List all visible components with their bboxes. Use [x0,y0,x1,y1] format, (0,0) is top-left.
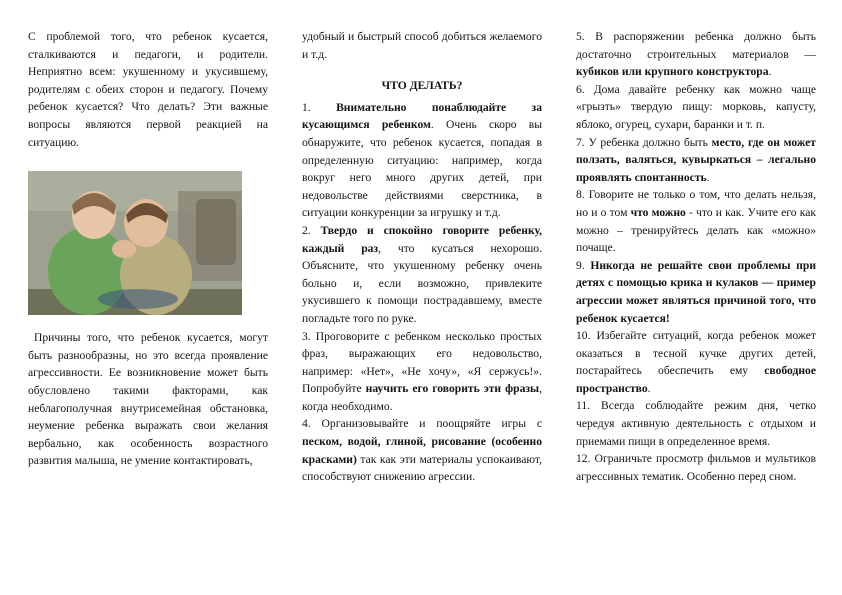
column-right [576,0,816,485]
continuation-paragraph: удобный и быстрый способ добиться желаемого и т.д. [302,30,542,61]
tip-8 [576,186,816,256]
tip-10-text: 10. Избегайте ситуаций, когда ребенок может оказаться в тесной кучке других детей, постарайтесь обеспечить ему [576,329,816,378]
tip-10-tail: . [647,381,651,395]
tip-9-number: 9. [576,258,591,272]
tip-10-emphasis: свободное пространство [576,364,816,395]
tip-8-text: 8. Говорите не только о том, что делать нельзя, но и о том [576,188,816,219]
tip-1-emphasis: Внимательно понаблюдайте за кусающимся ребенком [302,100,542,132]
tip-2-emphasis: Твердо и спокойно говорите ребенку, каждый раз [302,223,542,255]
tip-7-text: 7. У ребенка должно быть [576,135,712,149]
children-photo-illustration [28,171,242,315]
tip-3 [302,328,542,416]
tip-7-emphasis: место, где он может ползать, валяться, кувыркаться – легально проявлять спонтанность [576,135,816,184]
tip-3-text: 3. Проговорите с ребенком несколько простых фраз, выражающих его недовольство, например: «Нет», «Не хочу», «Я сержусь!». Попробуйте [302,329,542,396]
tip-2 [302,222,542,328]
tip-2-text: , что кусаться нехорошо. Объясните, что укушенному ребенку очень больно и, если возможно, привлеките укусившего к помощи пострадавшему, вместе погладьте того по руке. [302,241,543,325]
tip-9 [576,257,816,327]
tip-5 [576,28,816,81]
tip-8-emphasis: что можно [630,205,686,219]
tip-9-emphasis: Никогда не решайте свои проблемы при детях с помощью крика и кулаков — пример агрессии может являться причиной того, что ребенок кусается! [576,258,816,325]
tip-11: 11. Всегда соблюдайте режим дня, четко чередуя активную деятельность с отдыхом и приемами пищи в определенное время. [576,399,816,448]
tip-12: 12. Ограничьте просмотр фильмов и мультиков агрессивных тематик. Особенно перед сном. [576,452,816,483]
intro-paragraph: С проблемой того, что ребенок кусается, сталкиваются и педагоги, и родители. Неприятно всем: укушенному и укусившему, родителям с обеих сторон и педагогу. Почему ребенок кусается? Что делать? Эти важные вопросы являются первой реакцией на ситуацию. [28,30,268,149]
tip-5-tail: . [768,65,772,79]
tip-6: 6. Дома давайте ребенку как можно чаще «грызть» твердую пищу: морковь, капусту, яблоко, огурец, сухари, баранки и т. п. [576,82,816,131]
tip-3-emphasis: научить его говорить эти фразы [365,382,540,396]
tip-4 [302,415,542,485]
tip-3-tail: , когда необходимо. [302,382,542,413]
causes-paragraph: Причины того, что ребенок кусается, могут быть разнообразны, но это всегда проявление агрессивности. Ее возникновение может быть обусловлено такими факторами, как неблагополучная внутрисемейная обстановка, неумение ребенка выражать свои желания вербально, как особенность возрастного развития малыша, не умение контактировать, [28,331,268,468]
tip-2-number: 2. [302,223,321,237]
tip-4-emphasis: песком, водой, глиной, рисование (особенно красками) [302,435,542,466]
tip-8-tail: - что и как. Учите его как можно – тренируйтесь делать как «можно» почаще. [576,205,816,255]
tip-5-emphasis: кубиков или крупного конструктора [576,65,769,79]
tip-10 [576,327,816,397]
column-left [28,0,268,470]
section-heading: ЧТО ДЕЛАТЬ? [381,79,463,93]
tip-1-number: 1. [302,100,337,114]
tip-5-text: 5. В распоряжении ребенка должно быть достаточно строительных материалов — [576,30,816,61]
tip-7-tail: . [706,170,710,184]
tip-4-text: 4. Организовывайте и поощряйте игры с [302,417,542,431]
tip-1 [302,99,542,222]
children-photo [28,171,242,315]
column-middle [302,0,542,486]
tip-7 [576,134,816,187]
tip-1-text: . Очень скоро вы обнаружите, что ребенок кусается, попадая в определенную ситуацию: например, когда вокруг него много других детей, при недовольстве действиями сверстника, в ситуации конкуренции за игрушку и т.д. [302,118,542,220]
tip-4-tail: так как эти материалы успокаивают, способствуют снижению агрессии. [302,452,542,484]
